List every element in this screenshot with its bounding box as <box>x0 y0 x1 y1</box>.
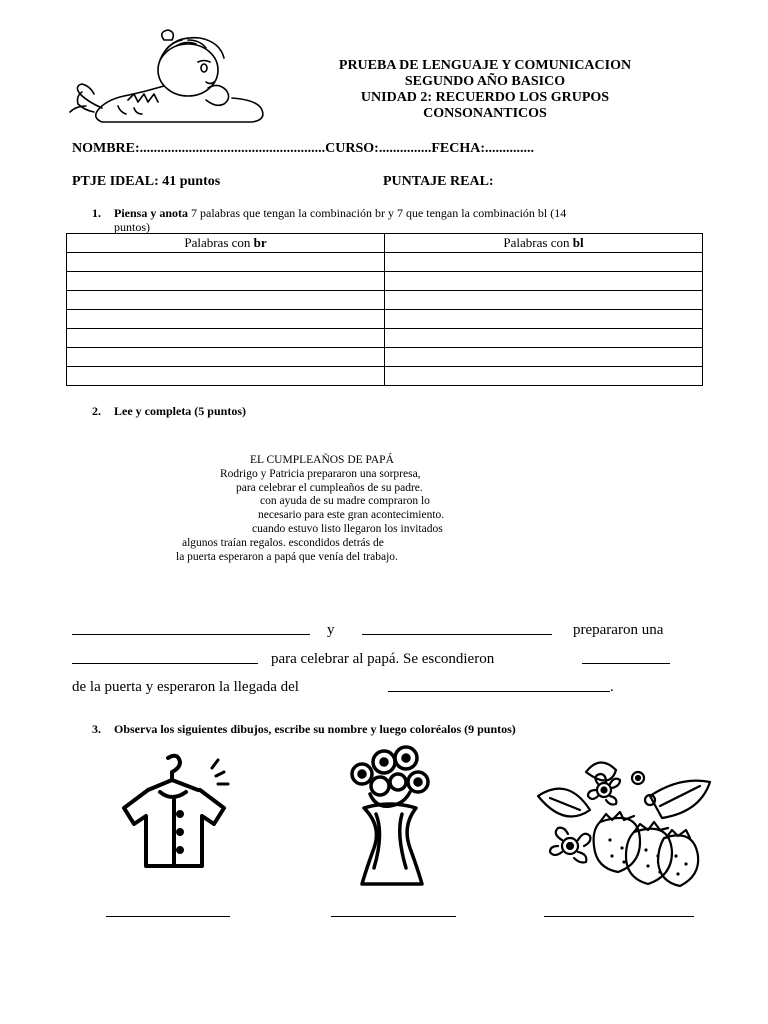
question-2 <box>92 404 246 418</box>
blank-line[interactable] <box>72 634 310 635</box>
question-1 <box>92 206 712 234</box>
story <box>150 454 610 564</box>
answer-line-3[interactable] <box>544 916 694 917</box>
question-text-cont: puntos) <box>114 220 150 234</box>
answer-cell[interactable] <box>67 291 385 310</box>
page-title <box>250 58 720 122</box>
table-row <box>67 329 703 348</box>
question-text: 7 palabras que tengan la combinación br y 7 que tengan la combinación bl (14 <box>188 206 567 220</box>
ideal-score: PTJE IDEAL: 41 puntos <box>72 174 221 189</box>
curso-field[interactable]: CURSO:............... <box>325 141 432 156</box>
table-header-row <box>67 234 703 253</box>
answer-line-2[interactable] <box>331 916 456 917</box>
student-info-line <box>72 141 534 157</box>
answer-cell[interactable] <box>67 253 385 272</box>
title-line: CONSONANTICOS <box>423 106 547 121</box>
fecha-field[interactable]: FECHA:.............. <box>431 141 535 156</box>
question-bold: Piensa y anota <box>114 206 189 220</box>
story-line: Rodrigo y Patricia prepararon una sorpresa, <box>220 467 421 480</box>
header-bl <box>385 234 703 253</box>
header-label: Palabras con <box>184 235 254 250</box>
child-illustration <box>68 22 268 137</box>
story-line: para celebrar el cumpleaños de su padre. <box>236 481 423 494</box>
table-row <box>67 367 703 386</box>
answer-cell[interactable] <box>385 310 703 329</box>
question-text: Lee y completa (5 puntos) <box>114 404 246 418</box>
title-line: PRUEBA DE LENGUAJE Y COMUNICACION <box>338 58 632 73</box>
header-combo: br <box>253 235 267 250</box>
story-title: EL CUMPLEAÑOS DE PAPÁ <box>250 454 394 466</box>
fill-y: y <box>327 622 335 638</box>
blank-line[interactable] <box>72 663 258 664</box>
question-number: 1. <box>92 206 101 220</box>
answer-cell[interactable] <box>385 348 703 367</box>
header-br <box>67 234 385 253</box>
fill-puerta: de la puerta y esperaron la llegada del <box>72 679 299 695</box>
question-number: 3. <box>92 722 101 736</box>
question-text: Observa los siguientes dibujos, escribe su nombre y luego coloréalos (9 puntos) <box>114 722 516 736</box>
fill-celebrar: para celebrar al papá. Se escondieron <box>271 651 495 667</box>
fill-end: . <box>610 679 614 695</box>
table-row <box>67 272 703 291</box>
header-combo: bl <box>572 235 584 250</box>
title-line: UNIDAD 2: RECUERDO LOS GRUPOS <box>360 90 610 105</box>
story-line: la puerta esperaron a papá que venía del trabajo. <box>176 550 398 563</box>
nombre-field[interactable]: NOMBRE:..................................................... <box>72 141 326 156</box>
table-row <box>67 348 703 367</box>
shirt-icon <box>110 752 240 877</box>
answer-cell[interactable] <box>67 272 385 291</box>
table-row <box>67 291 703 310</box>
answer-cell[interactable] <box>67 348 385 367</box>
words-table <box>66 233 703 386</box>
answer-cell[interactable] <box>67 310 385 329</box>
blank-line[interactable] <box>388 691 610 692</box>
answer-cell[interactable] <box>385 253 703 272</box>
blank-line[interactable] <box>362 634 552 635</box>
story-line: con ayuda de su madre compraron lo <box>260 495 430 508</box>
flower-vase-icon <box>340 742 440 887</box>
fill-prepararon: prepararon una <box>573 622 664 638</box>
story-line: necesario para este gran acontecimiento. <box>258 509 445 522</box>
question-3 <box>92 722 516 736</box>
blank-line[interactable] <box>582 663 670 664</box>
answer-cell[interactable] <box>385 367 703 386</box>
answer-cell[interactable] <box>385 329 703 348</box>
table-row <box>67 310 703 329</box>
real-score: PUNTAJE REAL: <box>383 174 494 189</box>
answer-cell[interactable] <box>67 329 385 348</box>
answer-line-1[interactable] <box>106 916 230 917</box>
answer-cell[interactable] <box>67 367 385 386</box>
question-number: 2. <box>92 404 101 418</box>
story-line: algunos traían regalos. escondidos detrás de <box>182 536 384 549</box>
title-line: SEGUNDO AÑO BASICO <box>404 74 566 89</box>
story-line: cuando estuvo listo llegaron los invitados <box>252 522 443 535</box>
header-label: Palabras con <box>503 235 573 250</box>
answer-cell[interactable] <box>385 272 703 291</box>
table-row <box>67 253 703 272</box>
answer-cell[interactable] <box>385 291 703 310</box>
strawberries-icon <box>530 752 720 892</box>
